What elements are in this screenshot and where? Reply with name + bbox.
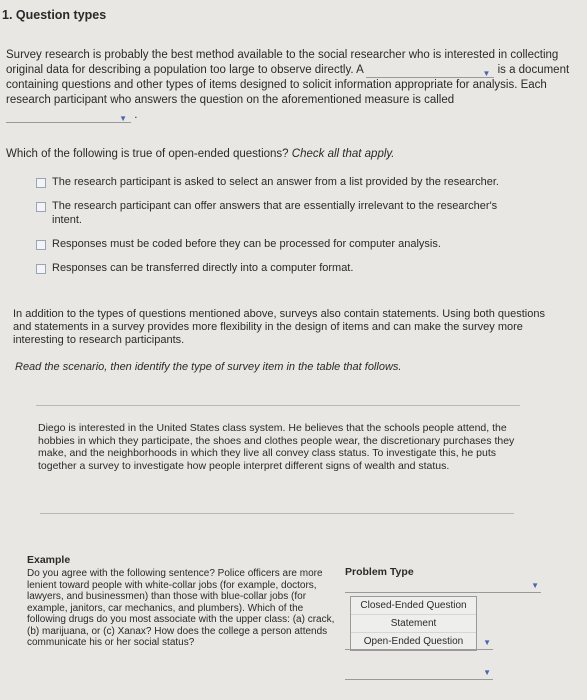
divider	[36, 405, 520, 406]
participant-dropdown[interactable]	[6, 109, 131, 123]
problem-type-select-2[interactable]	[345, 635, 493, 650]
option-1-label: The research participant is asked to select an answer from a list provided by the researcher.	[52, 176, 499, 188]
example-text: Do you agree with the following sentence? Police officers are more lenient toward people with white-collar jobs (for example, doctors, lawyers, and businessmen) than those with blue-collar jobs (for example, janitors, car mechanics, and plumbers). Which of the following drugs do you most associate with the upper class: (a) crack, (b) marijuana, or (c) Xanax? How does the college a person attends communicate his or her social status?	[27, 568, 335, 648]
option-2-label: The research participant can offer answers that are essentially irrelevant to the researcher's intent.	[52, 200, 498, 226]
chevron-down-icon: ▼	[483, 668, 491, 677]
chevron-down-icon: ▼	[119, 114, 127, 123]
chevron-down-icon: ▼	[482, 69, 491, 78]
option-3[interactable]	[36, 237, 516, 251]
intro-sentence-1: Survey research is probably the best method available to the social researcher who is interested in collecting original data for describing a population too large to observe directly. A	[6, 49, 559, 76]
checkbox-2[interactable]	[36, 202, 46, 212]
divider	[40, 513, 514, 514]
intro-sentence-3: .	[134, 109, 138, 121]
measure-dropdown[interactable]	[366, 64, 494, 78]
problem-type-select-3[interactable]	[345, 665, 493, 680]
intro-paragraph	[6, 48, 571, 123]
checkbox-1[interactable]	[36, 178, 46, 188]
statements-paragraph: In addition to the types of questions mentioned above, surveys also contain statements. Using both questions and statements in a survey provides more flexibility in the design of items and can make the survey more interesting to research participants.	[13, 308, 545, 346]
menu-item-statement[interactable]: Statement	[351, 615, 476, 633]
option-4[interactable]	[36, 261, 516, 275]
question-lead: Which of the following is true of open-ended questions?	[6, 148, 289, 160]
menu-item-open-ended[interactable]: Open-Ended Question	[363, 636, 464, 647]
section-title: 1. Question types	[2, 8, 107, 22]
open-ended-question	[6, 148, 394, 160]
checkbox-4[interactable]	[36, 264, 46, 274]
option-1[interactable]	[36, 175, 516, 189]
checkbox-3[interactable]	[36, 240, 46, 250]
problem-type-select-1[interactable]	[345, 578, 541, 593]
checkbox-list	[36, 175, 516, 285]
option-4-label: Responses can be transferred directly into a computer format.	[52, 262, 354, 274]
chevron-down-icon: ▼	[531, 581, 539, 590]
intro-sentence-2: is a document containing questions and other types of items designed to solicit information appropriate for analysis. Each research participant who answers the question on the aforementioned measure is called	[6, 64, 570, 106]
column-header-example: Example	[27, 554, 71, 566]
question-hint: Check all that apply.	[291, 148, 395, 160]
column-header-problem-type: Problem Type	[345, 566, 414, 578]
scenario-text: Diego is interested in the United States class system. He believes that the schools people attend, the hobbies in which they participate, the shoes and clothes people wear, the discretionary purchases they make, and the neighborhoods in which they live all convey class status. To investigate this, he puts together a survey to investigate how people interpret different signs of wealth and status.	[38, 422, 515, 472]
option-2[interactable]	[36, 199, 516, 227]
chevron-down-icon: ▼	[483, 638, 491, 647]
menu-item-closed-ended[interactable]: Closed-Ended Question	[351, 597, 476, 615]
instruction-text: Read the scenario, then identify the type of survey item in the table that follows.	[15, 361, 402, 373]
option-3-label: Responses must be coded before they can be processed for computer analysis.	[52, 238, 441, 250]
